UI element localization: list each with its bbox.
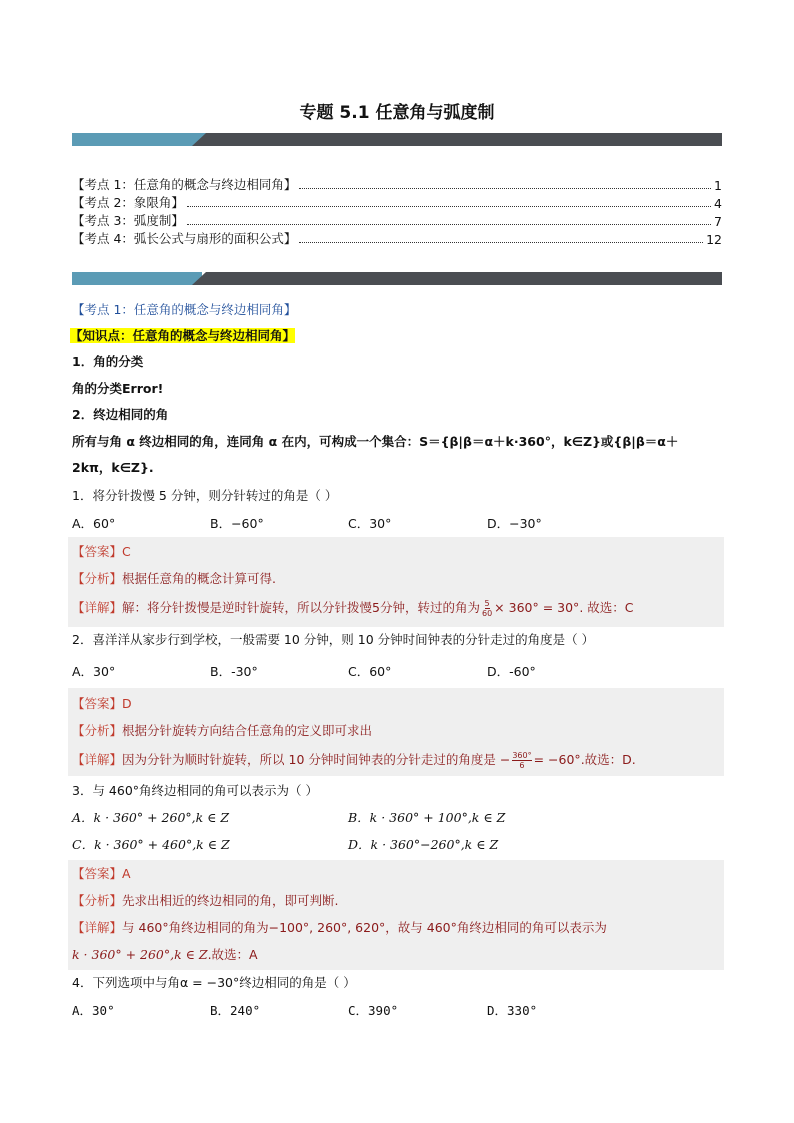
q2-detail: 【详解】因为分针为顺时针旋转，所以 10 分钟时间钟表的分针走过的角度是 − $\frac{360^\circ}{6}$ = −60°.故选：D. [72, 751, 636, 770]
q3-option-a[interactable]: A．k · 360° + 260°,k ∈ Z [72, 810, 230, 825]
knowledge-point-label: 【知识点：任意角的概念与终边相同角】 [70, 328, 296, 343]
decorative-band-top [72, 133, 722, 146]
q1-option-d[interactable]: D．−30° [487, 516, 542, 531]
question-2-stem: 2．喜洋洋从家步行到学校，一般需要 10 分钟，则 10 分钟时间钟表的分针走过的角度是（ ） [72, 632, 595, 647]
question-3-stem: 3．与 460°角终边相同的角可以表示为（ ） [72, 783, 319, 798]
q1-option-a[interactable]: A．60° [72, 516, 116, 531]
q3-detail-line2: k · 360° + 260°,k ∈ Z.故选：A [72, 947, 258, 962]
q3-option-c[interactable]: C．k · 360° + 460°,k ∈ Z [72, 837, 230, 852]
subheading-angle-classification: 1．角的分类 [72, 354, 144, 369]
q2-option-d[interactable]: D．-60° [487, 664, 536, 679]
toc-item[interactable]: 【考点 2：象限角】 4 [72, 195, 722, 211]
q1-option-b[interactable]: B．−60° [210, 516, 264, 531]
q4-option-d[interactable]: D．330° [487, 1003, 538, 1018]
q3-analysis: 【分析】先求出相近的终边相同的角，即可判断. [72, 893, 339, 908]
q4-option-c[interactable]: C．390° [348, 1003, 399, 1018]
angle-classification-text: 角的分类Error! [72, 381, 164, 396]
q2-option-a[interactable]: A．30° [72, 664, 116, 679]
table-of-contents [72, 175, 722, 247]
toc-item[interactable]: 【考点 1：任意角的概念与终边相同角】 1 [72, 177, 722, 193]
question-1-stem: 1．将分针拨慢 5 分钟，则分针转过的角是（ ） [72, 488, 338, 503]
coterminal-definition-line1: 所有与角 α 终边相同的角，连同角 α 在内，可构成一个集合：S＝{β|β＝α＋k·360°，k∈Z}或{β|β＝α＋ [72, 434, 679, 449]
q1-option-c[interactable]: C．30° [348, 516, 392, 531]
q3-option-d[interactable]: D．k · 360°−260°,k ∈ Z [348, 837, 499, 852]
toc-item[interactable]: 【考点 3：弧度制】 7 [72, 213, 722, 229]
coterminal-definition-line2: 2kπ，k∈Z}. [72, 460, 154, 475]
q2-option-c[interactable]: C．60° [348, 664, 392, 679]
q3-detail-line1: 【详解】与 460°角终边相同的角为−100°, 260°, 620°，故与 460°角终边相同的角可以表示为 [72, 920, 607, 935]
q1-analysis: 【分析】根据任意角的概念计算可得. [72, 571, 276, 586]
q4-option-b[interactable]: B．240° [210, 1003, 261, 1018]
q2-answer: 【答案】D [72, 696, 132, 711]
q3-option-b[interactable]: B．k · 360° + 100°,k ∈ Z [348, 810, 506, 825]
question-4-stem: 4．下列选项中与角α = −30°终边相同的角是（ ） [72, 975, 356, 990]
q1-detail: 【详解】解：将分针拨慢是逆时针旋转，所以分针拨慢5分钟，转过的角为 $\frac{5}{60}$ × 360° = 30°. 故选：C [72, 599, 634, 618]
decorative-band-middle [72, 272, 722, 285]
q4-option-a[interactable]: A．30° [72, 1003, 115, 1018]
q1-answer: 【答案】C [72, 544, 131, 559]
section-heading: 【考点 1：任意角的概念与终边相同角】 [72, 302, 297, 317]
q2-option-b[interactable]: B．-30° [210, 664, 258, 679]
subheading-coterminal: 2．终边相同的角 [72, 407, 169, 422]
q3-answer: 【答案】A [72, 866, 131, 881]
q2-analysis: 【分析】根据分针旋转方向结合任意角的定义即可求出 [72, 723, 373, 738]
page-title: 专题 5.1 任意角与弧度制 [299, 103, 495, 123]
toc-item[interactable]: 【考点 4：弧长公式与扇形的面积公式】 12 [72, 231, 722, 247]
